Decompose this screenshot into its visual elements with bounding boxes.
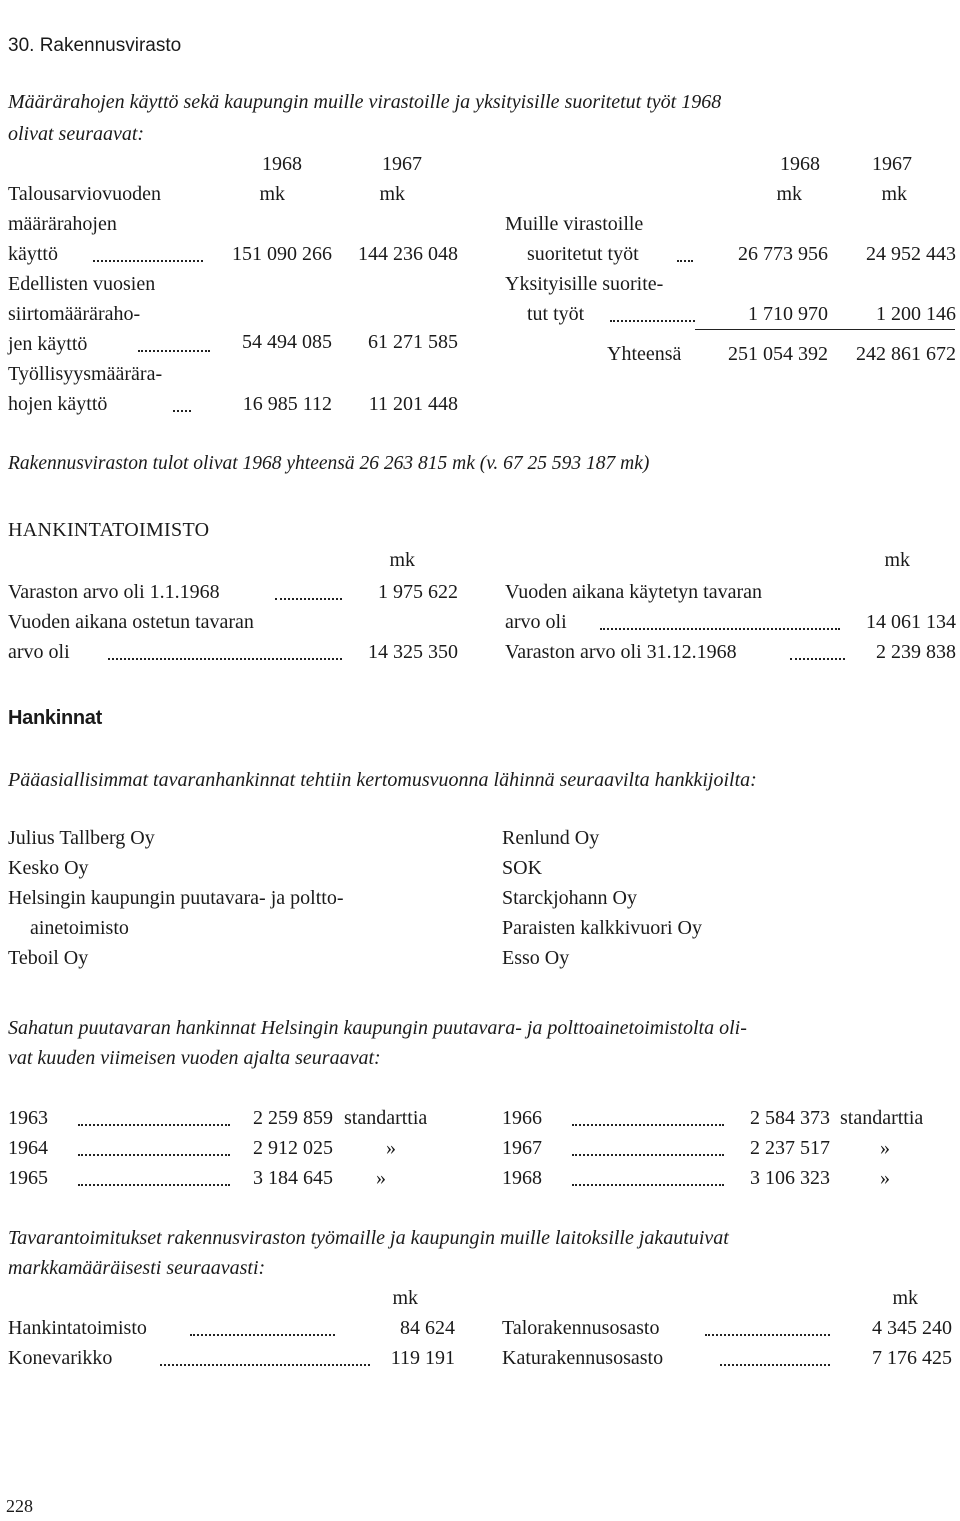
timber-value: 2 237 517 [750, 1137, 830, 1159]
deliveries-left-value: 84 624 [400, 1317, 455, 1339]
procurement-right-label: Vuoden aikana käytetyn tavaran [505, 581, 763, 603]
deliveries-unit-left: mk [392, 1287, 418, 1309]
deliveries-right-value: 7 176 425 [872, 1347, 952, 1369]
deliveries-right-label: Talorakennusosasto [502, 1317, 660, 1339]
leader-dots [610, 320, 695, 322]
timber-value: 3 184 645 [253, 1167, 333, 1189]
timber-unit: standarttia [344, 1107, 428, 1129]
purchases-intro: Pääasiallisimmat tavaranhankinnat tehtiin kertomusvuonna lähinnä seuraavilta hankkijoilta: [8, 769, 757, 791]
col-unit-left-2: mk [379, 183, 405, 205]
supplier-left: Julius Tallberg Oy [8, 827, 155, 849]
procurement-unit-left: mk [389, 549, 415, 571]
right-row-label: suoritetut työt [527, 243, 639, 265]
deliveries-right-value: 4 345 240 [872, 1317, 952, 1339]
procurement-left-value: 14 325 350 [368, 641, 458, 663]
procurement-left-value: 1 975 622 [378, 581, 458, 603]
timber-year: 1965 [8, 1167, 48, 1189]
right-row-label: Muille virastoille [505, 213, 644, 235]
leader-dots [275, 598, 342, 600]
left-row-label: hojen käyttö [8, 393, 108, 415]
left-row-value-1967: 61 271 585 [368, 331, 458, 353]
revenue-note: Rakennusviraston tulot olivat 1968 yhteensä 26 263 815 mk (v. 67 25 593 187 mk) [8, 453, 650, 474]
timber-value: 2 584 373 [750, 1107, 830, 1129]
left-row-value-1967: 144 236 048 [358, 243, 458, 265]
appropriations-intro-line1: Määrärahojen käyttö sekä kaupungin muille virastoille ja yksityisille suoritetut työt 1968 [8, 91, 722, 113]
left-row-value-1968: 16 985 112 [242, 393, 332, 415]
deliveries-left-value: 119 191 [390, 1347, 455, 1369]
right-row-label: Yksityisille suorite- [505, 273, 664, 295]
left-row-label: määrärahojen [8, 213, 117, 235]
leader-dots [78, 1184, 230, 1186]
leader-dots [190, 1334, 335, 1336]
timber-value: 2 259 859 [253, 1107, 333, 1129]
col-unit-right-1: mk [776, 183, 802, 205]
procurement-right-label: Varaston arvo oli 31.12.1968 [505, 641, 737, 663]
page-number: 228 [6, 1496, 33, 1516]
right-row-value-1967: 1 200 146 [876, 303, 956, 325]
supplier-left: ainetoimisto [30, 917, 129, 939]
deliveries-left-label: Konevarikko [8, 1347, 113, 1369]
deliveries-left-label: Hankintatoimisto [8, 1317, 147, 1339]
timber-year: 1966 [502, 1107, 542, 1129]
timber-unit: » [880, 1137, 890, 1159]
procurement-title: HANKINTATOIMISTO [8, 519, 210, 541]
left-row-label: Työllisyysmäärära- [8, 363, 163, 385]
col-year-1968-right: 1968 [780, 153, 820, 175]
timber-year: 1968 [502, 1167, 542, 1189]
leader-dots [78, 1124, 230, 1126]
left-row-value-1968: 54 494 085 [242, 331, 332, 353]
left-row-value-1967: 11 201 448 [368, 393, 458, 415]
right-row-value-1968: 1 710 970 [748, 303, 828, 325]
total-value-1968: 251 054 392 [728, 343, 828, 365]
timber-unit: standarttia [840, 1107, 924, 1129]
col-year-1968-left: 1968 [262, 153, 302, 175]
leader-dots [720, 1364, 830, 1366]
left-row-label: Talousarviovuoden [8, 183, 162, 205]
procurement-right-label: arvo oli [505, 611, 567, 633]
total-value-1967: 242 861 672 [856, 343, 956, 365]
left-row-label: Edellisten vuosien [8, 273, 156, 295]
deliveries-right-label: Katurakennusosasto [502, 1347, 664, 1369]
procurement-right-value: 14 061 134 [866, 611, 956, 633]
left-row-label: käyttö [8, 243, 58, 265]
leader-dots [93, 260, 203, 262]
supplier-left: Helsingin kaupungin puutavara- ja poltto- [8, 887, 344, 909]
timber-intro-line2: vat kuuden viimeisen vuoden ajalta seuraavat: [8, 1047, 381, 1069]
timber-value: 3 106 323 [750, 1167, 830, 1189]
supplier-left: Teboil Oy [8, 947, 89, 969]
deliveries-unit-right: mk [892, 1287, 918, 1309]
appropriations-intro-line2: olivat seuraavat: [8, 123, 145, 145]
col-year-1967-left: 1967 [382, 153, 422, 175]
left-row-label: jen käyttö [8, 333, 88, 355]
timber-intro-line1: Sahatun puutavaran hankinnat Helsingin kaupungin puutavara- ja polttoainetoimistolta oli- [8, 1017, 747, 1039]
total-rule [695, 329, 955, 330]
leader-dots [572, 1124, 724, 1126]
leader-dots [78, 1154, 230, 1156]
col-year-1967-right: 1967 [872, 153, 912, 175]
left-row-label: siirtomäärärahо- [8, 303, 141, 325]
timber-year: 1964 [8, 1137, 48, 1159]
purchases-title: Hankinnat [8, 707, 102, 729]
timber-unit: » [386, 1137, 396, 1159]
leader-dots [600, 628, 840, 630]
left-row-value-1968: 151 090 266 [232, 243, 332, 265]
procurement-left-label: arvo oli [8, 641, 70, 663]
supplier-right: Starckjohann Oy [502, 887, 637, 909]
col-unit-left-1: mk [259, 183, 285, 205]
supplier-right: SOK [502, 857, 543, 879]
total-label: Yhteensä [607, 343, 682, 365]
leader-dots [173, 410, 191, 412]
section-header: 30. Rakennusvirasto [8, 35, 182, 56]
deliveries-intro-line1: Tavarantoimitukset rakennusviraston työmaille ja kaupungin muille laitoksille jakautuivat [8, 1227, 729, 1249]
supplier-right: Paraisten kalkkivuori Oy [502, 917, 702, 939]
right-row-value-1967: 24 952 443 [866, 243, 956, 265]
leader-dots [108, 658, 342, 660]
supplier-right: Esso Oy [502, 947, 570, 969]
timber-value: 2 912 025 [253, 1137, 333, 1159]
timber-unit: » [376, 1167, 386, 1189]
right-row-label: tut työt [527, 303, 585, 325]
procurement-left-label: Vuoden aikana ostetun tavaran [8, 611, 254, 633]
col-unit-right-2: mk [881, 183, 907, 205]
supplier-left: Kesko Oy [8, 857, 89, 879]
right-row-value-1968: 26 773 956 [738, 243, 828, 265]
leader-dots [160, 1364, 370, 1366]
leader-dots [572, 1184, 724, 1186]
leader-dots [572, 1154, 724, 1156]
leader-dots [705, 1334, 830, 1336]
timber-year: 1963 [8, 1107, 48, 1129]
timber-unit: » [880, 1167, 890, 1189]
procurement-unit-right: mk [884, 549, 910, 571]
timber-year: 1967 [502, 1137, 542, 1159]
procurement-left-label: Varaston arvo oli 1.1.1968 [8, 581, 220, 603]
supplier-right: Renlund Oy [502, 827, 600, 849]
deliveries-intro-line2: markkamääräisesti seuraavasti: [8, 1257, 266, 1279]
procurement-right-value: 2 239 838 [876, 641, 956, 663]
